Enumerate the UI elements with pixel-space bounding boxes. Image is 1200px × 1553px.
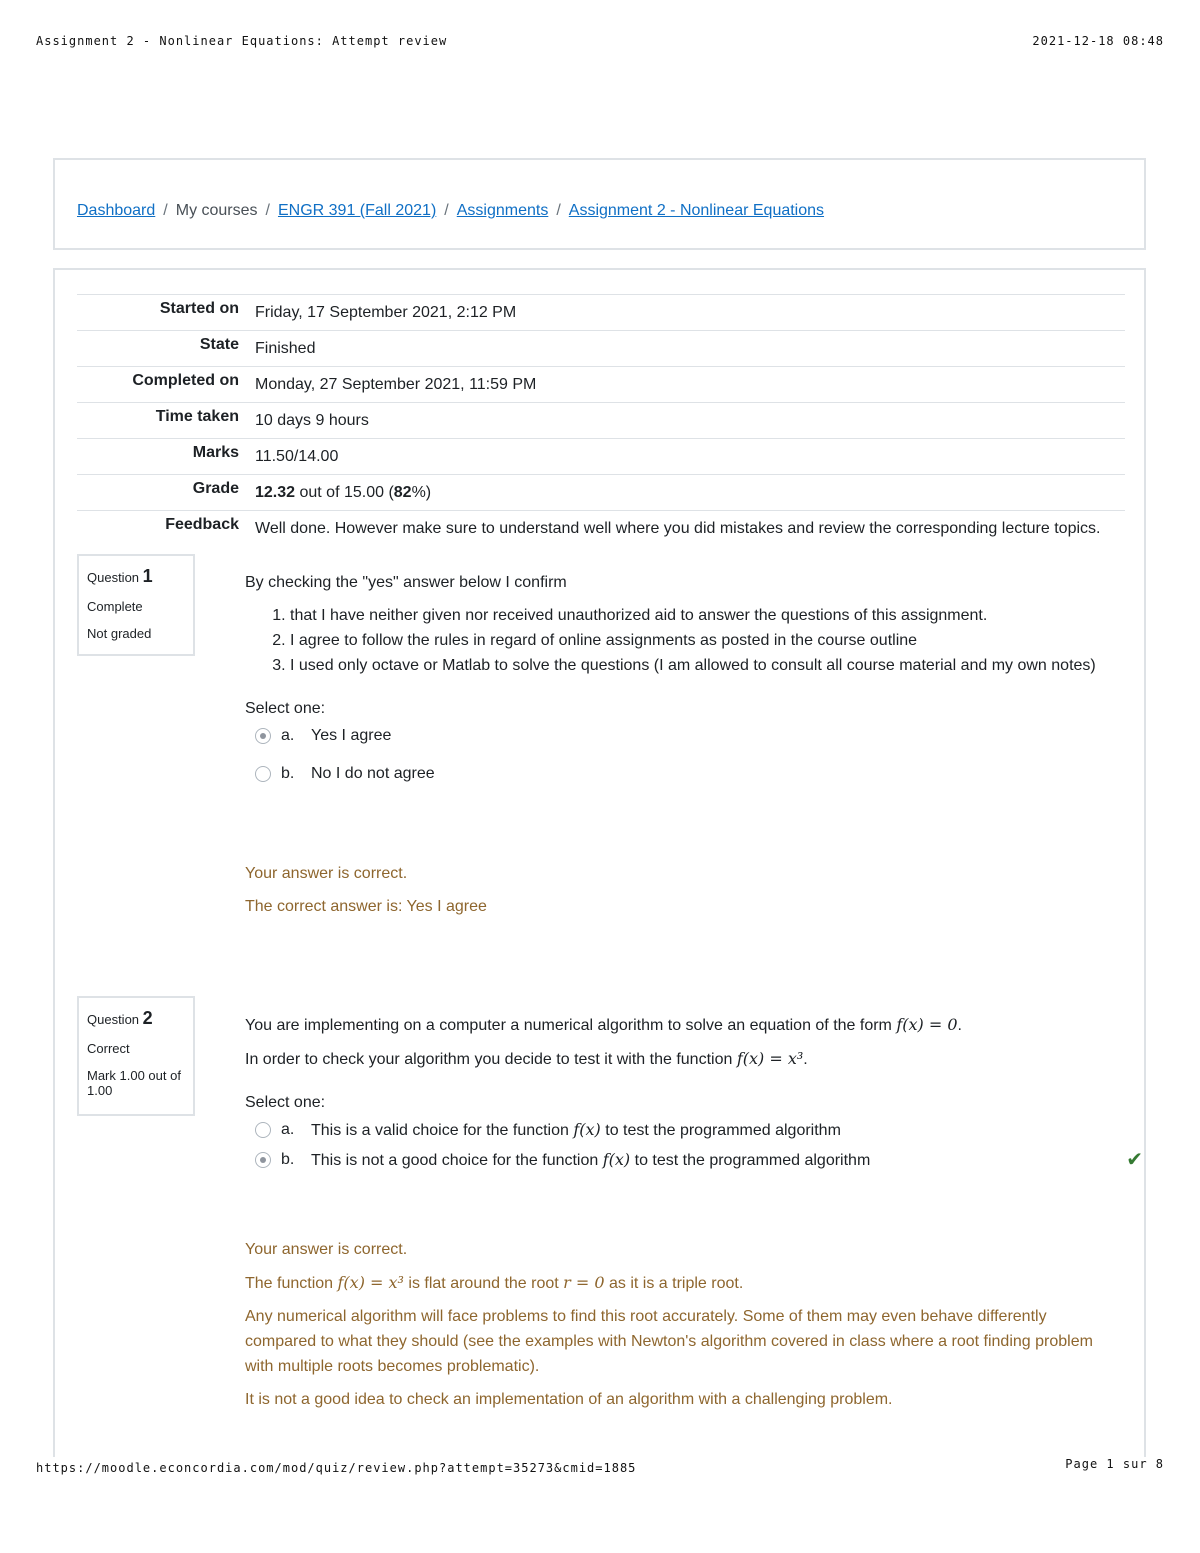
list-item: 1. that I have neither given nor received unauthorized aid to answer the questions of this assignment.: [290, 603, 1105, 628]
question-1-info: [77, 554, 195, 656]
breadcrumb-course-link[interactable]: ENGR 391 (Fall 2021): [277, 202, 437, 219]
check-icon: ✔: [1126, 1149, 1143, 1171]
text: .: [803, 1051, 808, 1068]
question-2-status: Correct: [87, 1041, 130, 1056]
math-expression: f(x) = x³: [337, 1273, 404, 1292]
text: This is not a good choice for the function: [311, 1151, 603, 1169]
option-letter: a.: [281, 727, 295, 744]
feedback-value: Well done. However make sure to understand well where you did mistakes and review the corresponding lecture topics.: [255, 520, 1101, 537]
option-letter: b.: [281, 765, 295, 782]
math-expression: f(x): [573, 1119, 601, 1139]
grade-value: [247, 475, 1125, 511]
text: The function: [245, 1275, 338, 1292]
text: to test the programmed algorithm: [600, 1121, 841, 1139]
state-label: State: [199, 336, 239, 353]
breadcrumb-separator: /: [265, 202, 270, 219]
feedback-correct: Your answer is correct.: [245, 865, 408, 882]
marks-value: 11.50/14.00: [255, 448, 339, 465]
quiz-review-card: [53, 268, 1146, 1468]
question-1-feedback: [245, 861, 1105, 919]
time-taken-value: 10 days 9 hours: [255, 412, 369, 429]
print-footer: [36, 1457, 1164, 1475]
marks-label: Marks: [192, 444, 239, 461]
grade-out-of: out of 15.00 (: [295, 484, 394, 501]
math-expression: f(x) = 0: [896, 1015, 958, 1034]
breadcrumb-my-courses: My courses: [175, 202, 258, 219]
summary-row-time: [77, 403, 1125, 439]
feedback-right-answer: The correct answer is: Yes I agree: [245, 898, 487, 915]
option-text: [311, 1145, 870, 1176]
radio-button[interactable]: [255, 1122, 271, 1138]
attempt-summary-table: [77, 294, 1125, 546]
question-2-line-2: [245, 1046, 1105, 1072]
text: You are implementing on a computer a numerical algorithm to solve an equation of the form: [245, 1017, 897, 1034]
summary-row-grade: [77, 475, 1125, 511]
question-1-status: Complete: [87, 599, 143, 614]
question-2-info: [77, 996, 195, 1116]
summary-row-feedback: [77, 511, 1125, 547]
question-1-mark: Not graded: [87, 626, 152, 641]
text: In order to check your algorithm you decide to test it with the function: [245, 1051, 737, 1068]
feedback-paragraph: It is not a good idea to check an implementation of an algorithm with a challenging problem.: [245, 1391, 893, 1408]
breadcrumb-assignments-link[interactable]: Assignments: [456, 202, 549, 219]
text: to test the programmed algorithm: [630, 1151, 871, 1169]
radio-button-checked[interactable]: [255, 728, 271, 744]
radio-button-checked[interactable]: [255, 1152, 271, 1168]
feedback-paragraph: Any numerical algorithm will face problems to find this root accurately. Some of them may even behave differently compared to what they should (see the examples with Newton's algorithm covered in class where a root finding problem with multiple roots becomes problematic).: [245, 1308, 1093, 1375]
question-2-mark: Mark 1.00 out of 1.00: [87, 1068, 181, 1098]
option-text: Yes I agree: [311, 727, 392, 744]
list-item: 2. I agree to follow the rules in regard of online assignments as posted in the course outline: [290, 628, 1105, 653]
grade-percent-end: %): [411, 484, 432, 501]
breadcrumb-dashboard-link[interactable]: Dashboard: [77, 202, 156, 219]
question-2-heading: [87, 1008, 185, 1029]
completed-on-label: Completed on: [132, 372, 239, 389]
summary-row-state: [77, 331, 1125, 367]
completed-on-value: Monday, 27 September 2021, 11:59 PM: [255, 376, 537, 393]
question-2-option-b[interactable]: [245, 1145, 1143, 1175]
started-on-value: Friday, 17 September 2021, 2:12 PM: [255, 304, 517, 321]
print-page-number: Page 1 sur 8: [1065, 1457, 1164, 1471]
question-2-content: [245, 1012, 1143, 1420]
math-expression: r = 0: [563, 1273, 605, 1292]
print-title: Assignment 2 - Nonlinear Equations: Attempt review: [36, 34, 448, 48]
option-letter: a.: [281, 1121, 295, 1138]
summary-row-started: [77, 295, 1125, 331]
state-value: Finished: [255, 340, 316, 357]
option-text: No I do not agree: [311, 765, 435, 782]
question-label: Question: [87, 570, 140, 585]
question-1-option-a[interactable]: [245, 721, 1105, 751]
question-label: Question: [87, 1012, 140, 1027]
question-number: 2: [142, 1008, 153, 1028]
list-item: 3. I used only octave or Matlab to solve the questions (I am allowed to consult all course material and my own notes): [290, 653, 1105, 678]
breadcrumb-separator: /: [163, 202, 168, 219]
question-2-line-1: [245, 1012, 1105, 1038]
question-1-intro: By checking the "yes" answer below I confirm: [245, 574, 567, 591]
breadcrumb: [77, 202, 824, 220]
option-text: [311, 1115, 841, 1146]
breadcrumb-separator: /: [556, 202, 561, 219]
grade-score: 12.32: [255, 484, 296, 501]
breadcrumb-separator: /: [444, 202, 449, 219]
feedback-paragraph: [245, 1270, 1105, 1296]
radio-button[interactable]: [255, 766, 271, 782]
question-2-option-a[interactable]: [245, 1115, 1105, 1145]
print-datetime: 2021-12-18 08:48: [1032, 34, 1164, 48]
feedback-correct: Your answer is correct.: [245, 1241, 408, 1258]
started-on-label: Started on: [159, 300, 239, 317]
breadcrumb-card: [53, 158, 1146, 250]
math-expression: f(x) = x³: [736, 1049, 804, 1068]
text: .: [957, 1017, 962, 1034]
question-1-heading: [87, 566, 185, 587]
breadcrumb-assignment-link[interactable]: Assignment 2 - Nonlinear Equations: [568, 202, 825, 219]
question-1-option-b[interactable]: [245, 759, 1105, 789]
print-header: [36, 34, 1164, 48]
question-1-content: [245, 570, 1105, 927]
text: This is a valid choice for the function: [311, 1121, 574, 1139]
question-number: 1: [142, 566, 153, 586]
math-expression: f(x): [602, 1149, 631, 1169]
grade-percent: 82: [393, 484, 412, 501]
text: as it is a triple root.: [604, 1275, 744, 1292]
question-2-select-label: Select one:: [245, 1094, 326, 1111]
summary-row-completed: [77, 367, 1125, 403]
question-1-select-label: Select one:: [245, 700, 326, 717]
print-url: https://moodle.econcordia.com/mod/quiz/review.php?attempt=35273&cmid=1885: [36, 1461, 637, 1475]
option-letter: b.: [281, 1151, 295, 1168]
question-1-list: [245, 603, 1105, 678]
text: is flat around the root: [403, 1275, 564, 1292]
summary-row-marks: [77, 439, 1125, 475]
time-taken-label: Time taken: [155, 408, 239, 425]
feedback-label: Feedback: [165, 516, 239, 533]
question-2-feedback: [245, 1237, 1105, 1412]
grade-label: Grade: [192, 480, 239, 497]
